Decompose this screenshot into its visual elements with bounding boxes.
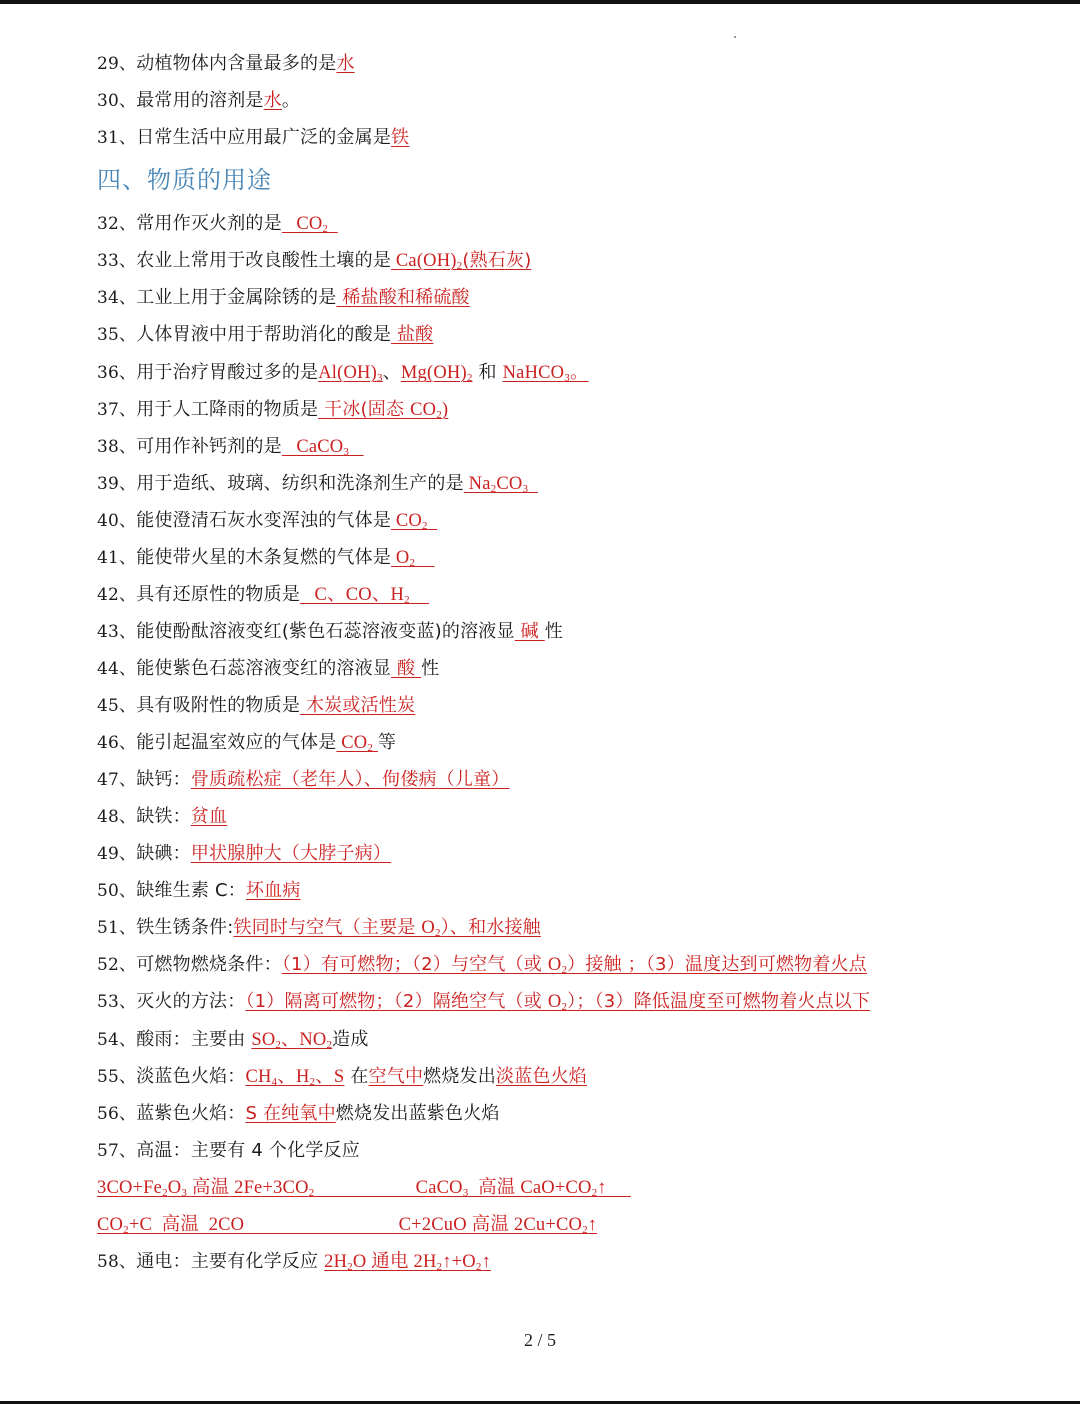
section-heading: 四、物质的用途	[97, 166, 272, 194]
answer-no2: $NO_2$	[299, 1030, 333, 1051]
reaction-row-2	[97, 1211, 597, 1239]
answer-extinguish: （1）隔离可燃物；（2）隔绝空气（或 $O_2$）；（3）降低温度至可燃物着火点以下	[245, 991, 871, 1013]
item-31: 31、日常生活中应用最广泛的金属是铁	[97, 127, 410, 148]
item-38: 38、可用作补钙剂的是 CaCO$_3$	[97, 433, 364, 461]
answer-ch4-h2: $CH_4$、$H_2$、	[245, 1067, 334, 1088]
item-36: 36、用于治疗胃酸过多的是$Al(OH)_3$、$Mg(OH)_2$ 和 NaHCO$_3$。	[97, 362, 589, 384]
item-48: 48、缺铁：贫血	[97, 806, 228, 827]
item-52: 52、可燃物燃烧条件：（1）有可燃物；（2）与空气（或 $O_2$）接触 ；（3）温度达到可燃物着火点	[97, 954, 867, 976]
answer-mgoh2: $Mg(OH)_2$	[400, 363, 473, 384]
answer-na2co3: $Na_2CO_3$	[463, 474, 529, 495]
answer-co2: $CO_2$	[336, 733, 374, 754]
answer-caco3: CaCO$_3$	[281, 437, 350, 458]
reaction-electrolysis: $2H_2O$ 通电 $2H_2↑+O_2↑$	[324, 1252, 492, 1273]
answer-caoh2: $Ca(OH)_2$(熟石灰)	[391, 250, 532, 272]
item-45: 45、具有吸附性的物质是 木炭或活性炭	[97, 695, 416, 716]
item-39: 39、用于造纸、玻璃、纺织和洗涤剂生产的是 $Na_2CO_3$	[97, 470, 538, 498]
item-30: 30、最常用的溶剂是水。	[97, 90, 301, 111]
item-40: 40、能使澄清石灰水变浑浊的气体是 $CO_2$	[97, 507, 437, 535]
item-35: 35、人体胃液中用于帮助消化的酸是 盐酸	[97, 324, 434, 345]
item-46: 46、能引起温室效应的气体是 $CO_2$ 等	[97, 732, 397, 754]
item-33: 33、农业上常用于改良酸性土壤的是 $Ca(OH)_2$(熟石灰)	[97, 250, 532, 272]
item-50: 50、缺维生素 C：坏血病	[97, 880, 301, 901]
reaction-row-1	[97, 1174, 631, 1202]
item-58: 58、通电：主要有化学反应 $2H_2O$ 通电 $2H_2↑+O_2↑$	[97, 1251, 492, 1273]
item-55: 55、淡蓝色火焰：$CH_4$、$H_2$、S 在空气中燃烧发出淡蓝色火焰	[97, 1066, 587, 1088]
answer-aloh3: $Al(OH)_3$	[318, 363, 383, 384]
answer-so2: $SO_2$	[251, 1030, 282, 1051]
page-number: 2 / 5	[523, 1330, 556, 1350]
answer-combustion: （1）有可燃物；（2）与空气（或 $O_2$）接触 ；（3）温度达到可燃物着火点	[281, 954, 867, 976]
item-37: 37、用于人工降雨的物质是 干冰(固态 $CO_2$)	[97, 399, 449, 421]
item-53: 53、灭火的方法：（1）隔离可燃物；（2）隔绝空气（或 $O_2$）；（3）降低温度至可燃物着火点以下	[97, 991, 871, 1013]
item-32: 32、常用作灭火剂的是 $CO_2$	[97, 210, 338, 238]
item-42: 42、具有还原性的物质是 C、CO、$H_2$	[97, 581, 429, 609]
item-54: 54、酸雨：主要由 $SO_2$、$NO_2$造成	[97, 1029, 369, 1051]
answer-nahco3: NaHCO$_3$。	[502, 363, 589, 384]
item-34: 34、工业上用于金属除锈的是 稀盐酸和稀硫酸	[97, 287, 470, 308]
item-51: 51、铁生锈条件:铁同时与空气（主要是 $O_2$）、和水接触	[97, 917, 541, 939]
item-57: 57、高温：主要有 4 个化学反应	[97, 1140, 360, 1161]
item-49: 49、缺碘：甲状腺肿大（大脖子病）	[97, 843, 392, 864]
answer-o2: $O_2$	[391, 548, 416, 569]
item-29: 29、动植物体内含量最多的是水	[97, 53, 355, 74]
item-56: 56、蓝紫色火焰：S 在纯氧中燃烧发出蓝紫色火焰	[97, 1103, 500, 1124]
item-47: 47、缺钙：骨质疏松症（老年人）、佝偻病（儿童）	[97, 769, 510, 790]
answer-reducing: C、CO、$H_2$	[300, 585, 410, 606]
reaction-co2-c: $CO_2+C$ 高温 2CO C+2CuO 高温 $2Cu+CO_2↑$	[97, 1215, 598, 1236]
item-41: 41、能使带火星的木条复燃的气体是 $O_2$	[97, 544, 434, 572]
item-43: 43、能使酚酞溶液变红(紫色石蕊溶液变蓝)的溶液显 碱 性	[97, 621, 563, 642]
answer-co2: $CO_2$	[281, 214, 329, 235]
answer-co2: $CO_2$	[391, 511, 428, 532]
answer-rust: 铁同时与空气（主要是 $O_2$）、和水接触	[233, 917, 541, 939]
answer-dry-ice: 干冰(固态 $CO_2$)	[318, 399, 449, 421]
item-44: 44、能使紫色石蕊溶液变红的溶液显 酸 性	[97, 658, 440, 679]
reaction-fe2o3: $3CO+Fe_2O_3$ 高温 $2Fe+3CO_2$ CaCO$_3$ 高温 $CaO+CO_2↑$	[97, 1178, 631, 1199]
